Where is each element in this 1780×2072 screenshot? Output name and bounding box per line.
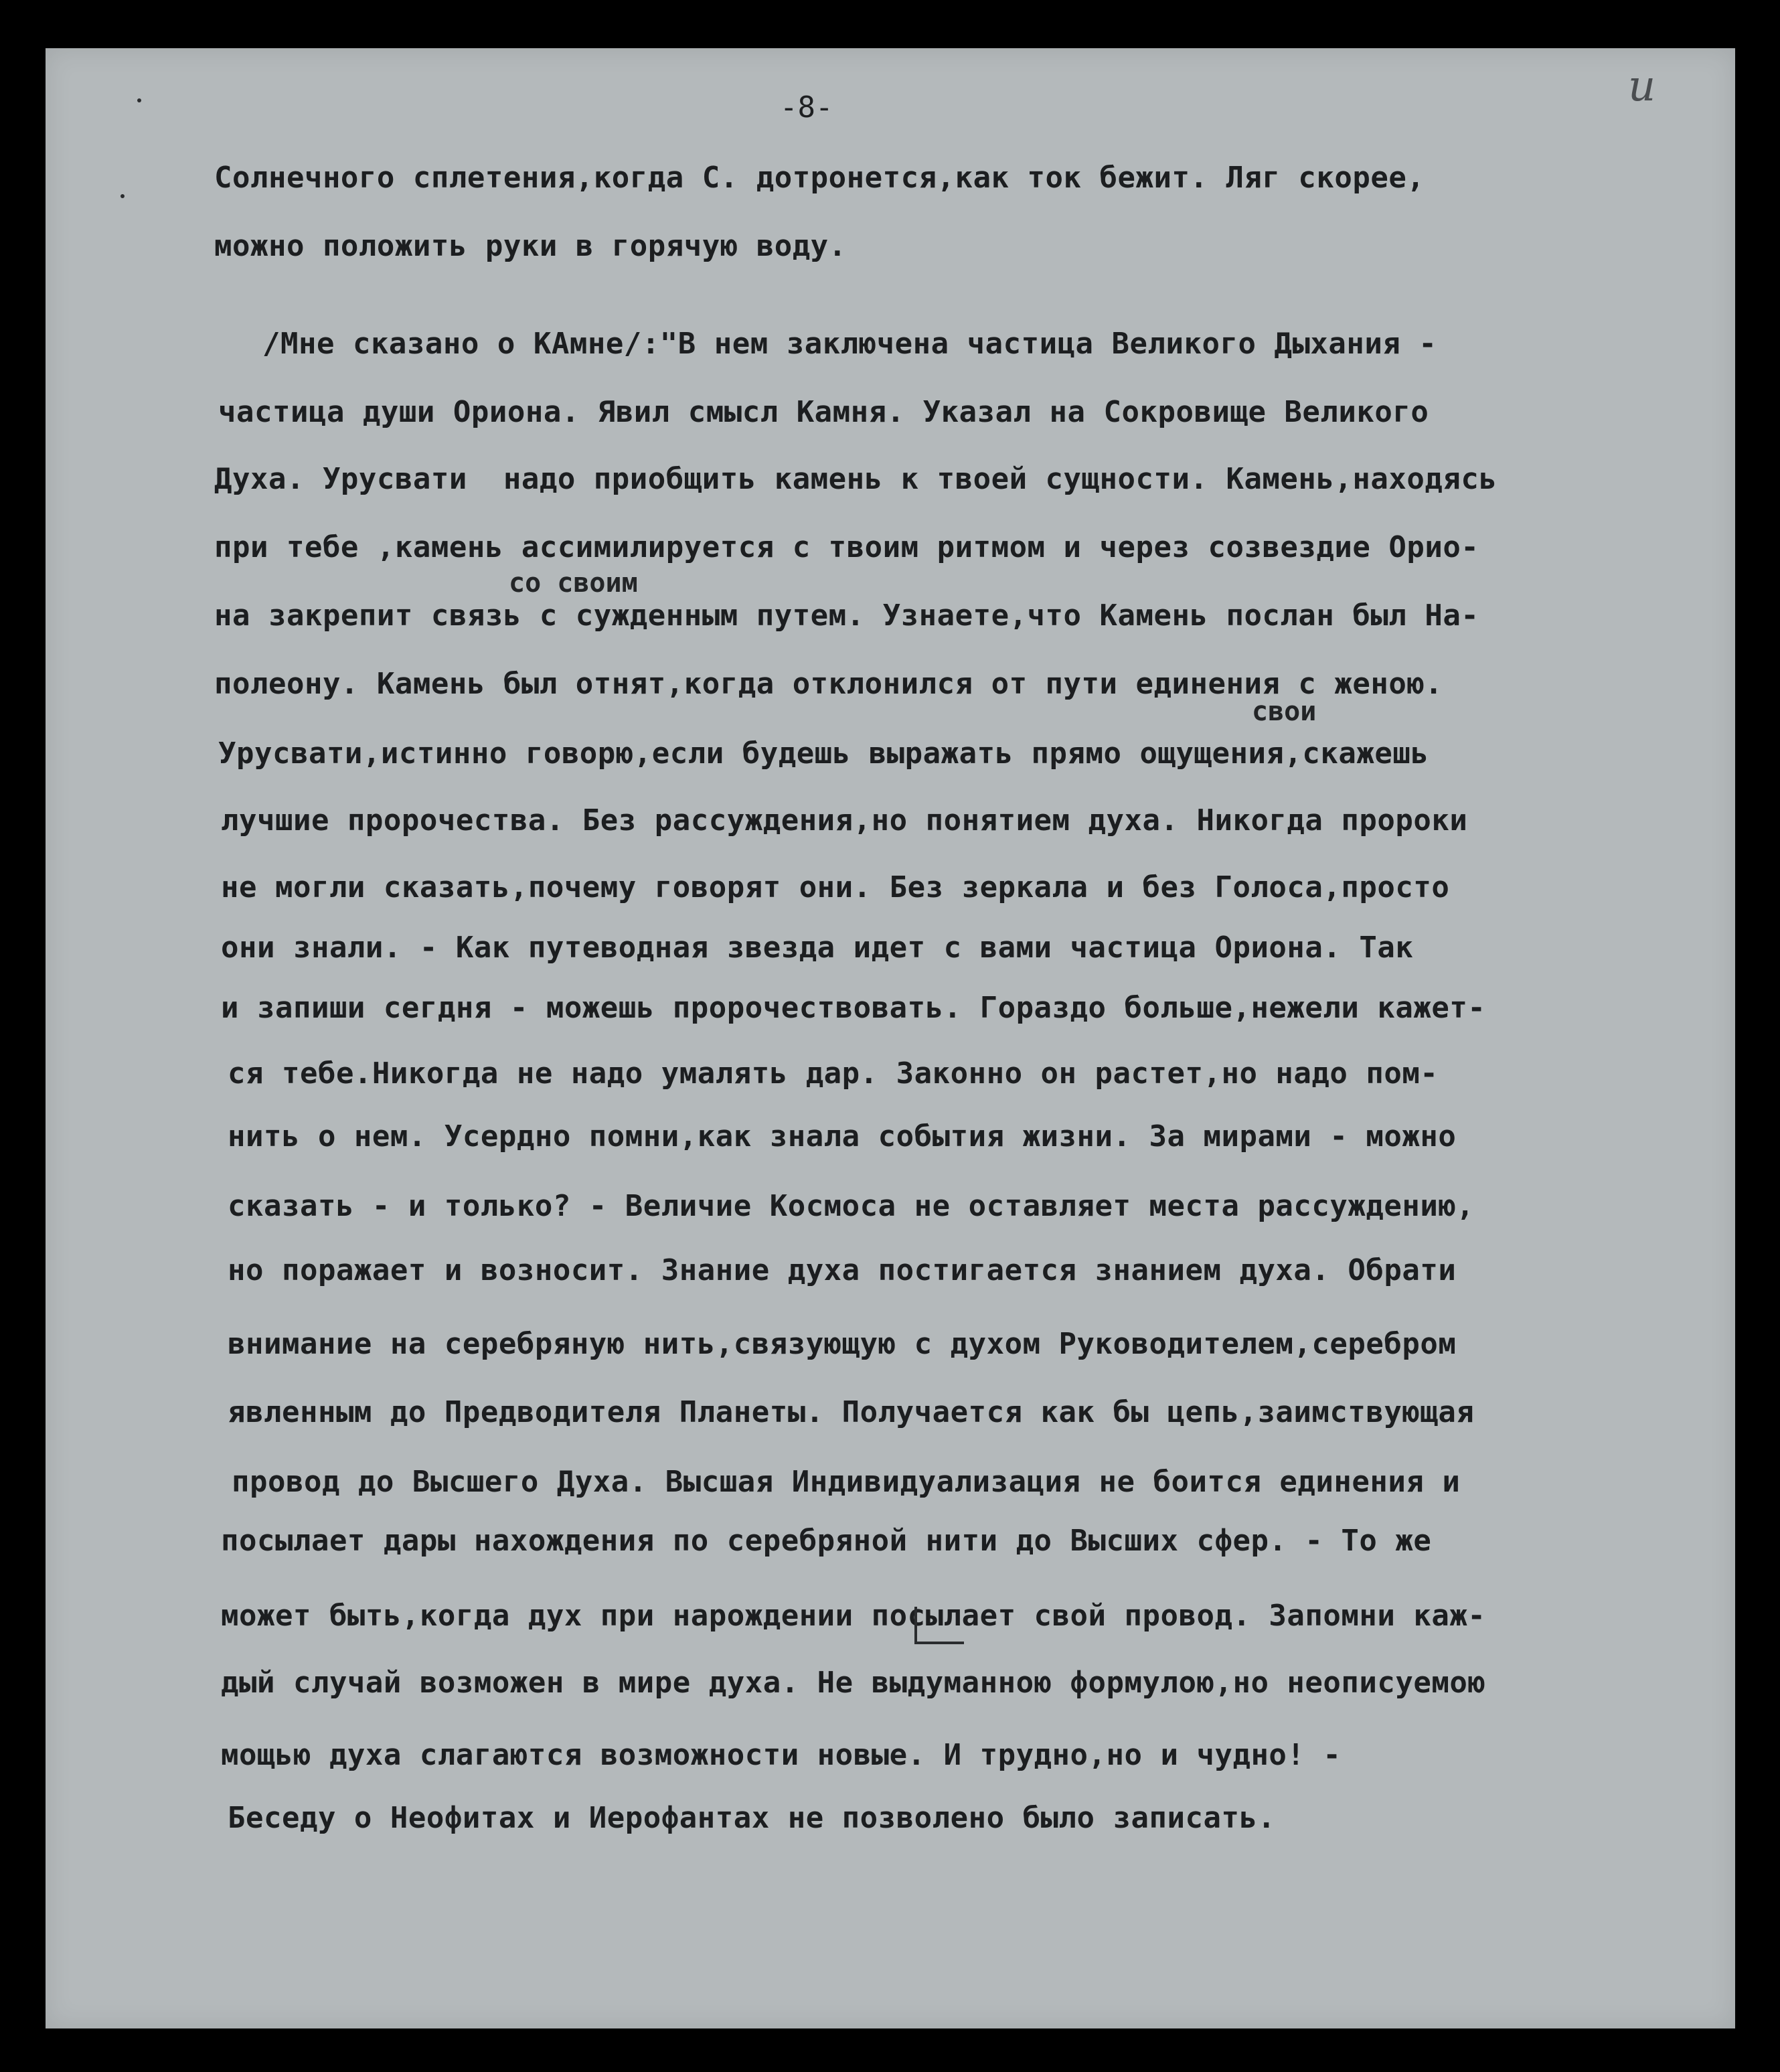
text-line: не могли сказать,почему говорят они. Без зеркала и без Голоса,просто xyxy=(221,870,1450,904)
text-line: сказать - и только? - Величие Космоса не оставляет места рассуждению, xyxy=(228,1189,1475,1223)
text-line: /Мне сказано о КАмне/:"В нем заключена частица Великого Дыхания - xyxy=(262,327,1437,361)
correction-bracket-mark xyxy=(914,1607,964,1644)
text-line: посылает дары нахождения по серебряной нити до Высших сфер. - То же xyxy=(221,1524,1432,1558)
text-line: ся тебе.Никогда не надо умалять дар. Законно он растет,но надо пом- xyxy=(228,1056,1439,1091)
margin-dot-top xyxy=(137,98,141,102)
text-line: Духа. Урусвати надо приобщить камень к твоей сущности. Камень,находясь xyxy=(214,462,1498,496)
text-line: они знали. - Как путеводная звезда идет с вами частица Ориона. Так xyxy=(221,931,1414,965)
margin-dot-lower xyxy=(120,194,125,198)
page-number: -8- xyxy=(780,90,833,125)
handwritten-insertion: свои xyxy=(1252,696,1317,727)
handwritten-insertion: со своим xyxy=(509,568,638,599)
text-line: лучшие пророчества. Без рассуждения,но понятием духа. Никогда пророки xyxy=(221,803,1468,838)
text-line: Урусвати,истинно говорю,если будешь выражать прямо ощущения,скажешь xyxy=(218,736,1429,771)
text-line: провод до Высшего Духа. Высшая Индивидуализация не боится единения и xyxy=(232,1465,1461,1499)
text-line: полеону. Камень был отнят,когда отклонился от пути единения с женою. xyxy=(214,667,1443,701)
text-line: явленным до Предводителя Планеты. Получается как бы цепь,заимствующая xyxy=(228,1395,1475,1429)
text-line: частица души Ориона. Явил смысл Камня. Указал на Сокровище Великого xyxy=(218,395,1429,429)
text-line: при тебе ,камень ассимилируется с твоим ритмом и через созвездие Орио- xyxy=(214,530,1479,564)
handwritten-margin-note: и xyxy=(1628,62,1657,111)
text-line: можно положить руки в горячую воду. xyxy=(214,229,847,263)
text-line: Беседу о Неофитах и Иерофантах не позволено было записать. xyxy=(228,1801,1276,1835)
text-line: и запиши сегдня - можешь пророчествовать. Гораздо больше,нежели кажет- xyxy=(221,991,1486,1025)
text-line: дый случай возможен в мире духа. Не выдуманною формулою,но неописуемою xyxy=(221,1666,1486,1700)
text-line: но поражает и возносит. Знание духа постигается знанием духа. Обрати xyxy=(228,1253,1457,1287)
text-line: может быть,когда дух при нарождении посылает свой провод. Запомни каж- xyxy=(221,1599,1486,1633)
text-line: на закрепит связь с сужденным путем. Узнаете,что Камень послан был На- xyxy=(214,599,1479,633)
text-line: мощью духа слагаются возможности новые. И трудно,но и чудно! - xyxy=(221,1738,1342,1772)
text-line: Солнечного сплетения,когда С. дотронется,как ток бежит. Ляг скорее, xyxy=(214,161,1425,195)
text-line: нить о нем. Усердно помни,как знала события жизни. За мирами - можно xyxy=(228,1119,1457,1153)
text-line: внимание на серебряную нить,связующую с духом Руководителем,серебром xyxy=(228,1327,1457,1361)
